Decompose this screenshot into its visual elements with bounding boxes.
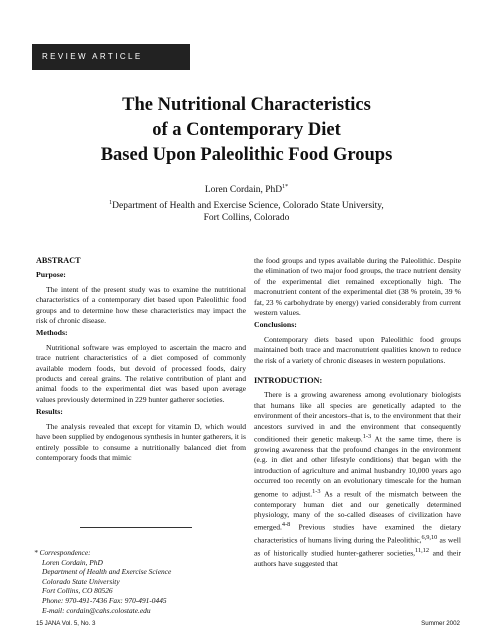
author-block xyxy=(0,181,493,225)
intro-text-6: and their authors have suggested that xyxy=(254,548,461,569)
citation-ref-5: 11,12 xyxy=(415,547,430,555)
citation-ref-4: 6,9,10 xyxy=(421,534,438,542)
methods-heading: Methods: xyxy=(36,328,68,338)
correspondence-department: Department of Health and Exercise Science xyxy=(42,567,172,577)
page-footer xyxy=(36,620,460,627)
intro-text-5: as well as of historically studied hunter-gatherer societies, xyxy=(254,535,461,558)
intro-text-4: Previous studies have examined the dietary characteristics of humans living during the Paleolithic, xyxy=(254,522,461,545)
citation-ref-1: 1-3 xyxy=(362,433,372,441)
affiliation-line-2: Fort Collins, Colorado xyxy=(203,213,290,224)
results-text: The analysis revealed that except for vitamin D, which would have been supplied by endogenous synthesis in hunter gatherers, it is entirely possible to consume a nutritionally balanced diet from contemporary foods that mimic xyxy=(36,421,246,462)
author-line xyxy=(0,181,493,197)
correspondence-university: Colorado State University xyxy=(42,576,120,586)
citation-ref-2: 1-3 xyxy=(312,487,321,495)
correspondence-heading: * Correspondence: xyxy=(34,548,91,557)
author-superscript: 1* xyxy=(282,184,289,190)
correspondence-name: Loren Cordain, PhD xyxy=(42,557,103,567)
introduction-heading: INTRODUCTION: xyxy=(254,376,323,386)
abstract-heading: ABSTRACT xyxy=(36,256,81,265)
affiliation-line-1 xyxy=(0,197,493,213)
purpose-text: The intent of the present study was to examine the nutritional characteristics of a contemporary diet based upon Paleolithic food groups and to determine how these characteristics may impact the risk of chronic disease. xyxy=(36,284,246,326)
correspondence-phone: Phone: 970-491-7436 Fax: 970-491-0445 xyxy=(42,595,167,605)
correspondence-email[interactable]: E-mail: cordain@cahs.colostate.edu xyxy=(42,605,151,615)
purpose-heading: Purpose: xyxy=(36,270,66,280)
methods-text: Nutritional software was employed to ascertain the macro and trace nutrient characteristics of a diet composed of commonly available modern foods, but devoid of processed foods, dairy products and cereal grains. The relative contribution of plant and animal foods to the experimental diet was based upon average values previously determined in 229 hunter gatherer societies. xyxy=(36,342,246,404)
results-continued-text: the food groups and types available during the Paleolithic. Despite the elimination of two major food groups, the trace nutrient density of the experimental diet remained exceptionally high. The macronutrient content of the experimental diet (38 % protein, 39 % fat, 23 % carbohydrate by energy) varied considerably from current western values. xyxy=(254,256,461,318)
conclusions-text: Contemporary diets based upon Paleolithic food groups maintained both trace and macronutrient qualities known to reduce the risk of a variety of chronic diseases in western populations. xyxy=(254,334,461,365)
title-line-1: The Nutritional Characteristics xyxy=(122,95,371,115)
author-name: Loren Cordain, PhD xyxy=(204,185,283,196)
affiliation-text-1: Department of Health and Exercise Science, Colorado State University, xyxy=(112,200,384,211)
intro-text-2: At the same time, there is growing awareness that the profound changes in the environment (e.g. in diet and other lifestyle conditions) that began with the introduction of agriculture and animal husbandry 10,000 years ago occurred too recently on an evolutionary timescale for the human genome to adjust. xyxy=(254,434,461,499)
results-heading: Results: xyxy=(36,407,63,417)
conclusions-heading: Conclusions: xyxy=(254,320,297,330)
intro-text-3: As a result of the mismatch between the contemporary human diet and our genetically determined physiology, many of the so-called diseases of civilization have emerged. xyxy=(254,489,462,532)
correspondence-city: Fort Collins, CO 80526 xyxy=(42,586,113,596)
affiliation-superscript: 1 xyxy=(109,199,113,206)
left-column xyxy=(36,256,246,465)
citation-ref-3: 4-8 xyxy=(281,521,291,529)
intro-text-1: There is a growing awareness among evolutionary biologists that humans like all species are genetically adapted to the environment of their ancestors–that is, to the environment that their ancestors survived in and the environment that consequently conditioned their genetic makeup. xyxy=(254,390,461,444)
footer-issue-date: Summer 2002 xyxy=(421,620,460,627)
introduction-text xyxy=(254,390,461,569)
correspondence-block xyxy=(34,548,171,615)
footer-journal-info: 15 JANA Vol. 5, No. 3 xyxy=(36,620,96,627)
footnote-divider xyxy=(80,527,192,528)
title-line-3: Based Upon Paleolithic Food Groups xyxy=(100,145,393,165)
title-line-2: of a Contemporary Diet xyxy=(152,120,341,140)
article-type-banner: REVIEW ARTICLE xyxy=(32,44,190,70)
article-title xyxy=(0,93,493,168)
right-column xyxy=(254,256,461,572)
